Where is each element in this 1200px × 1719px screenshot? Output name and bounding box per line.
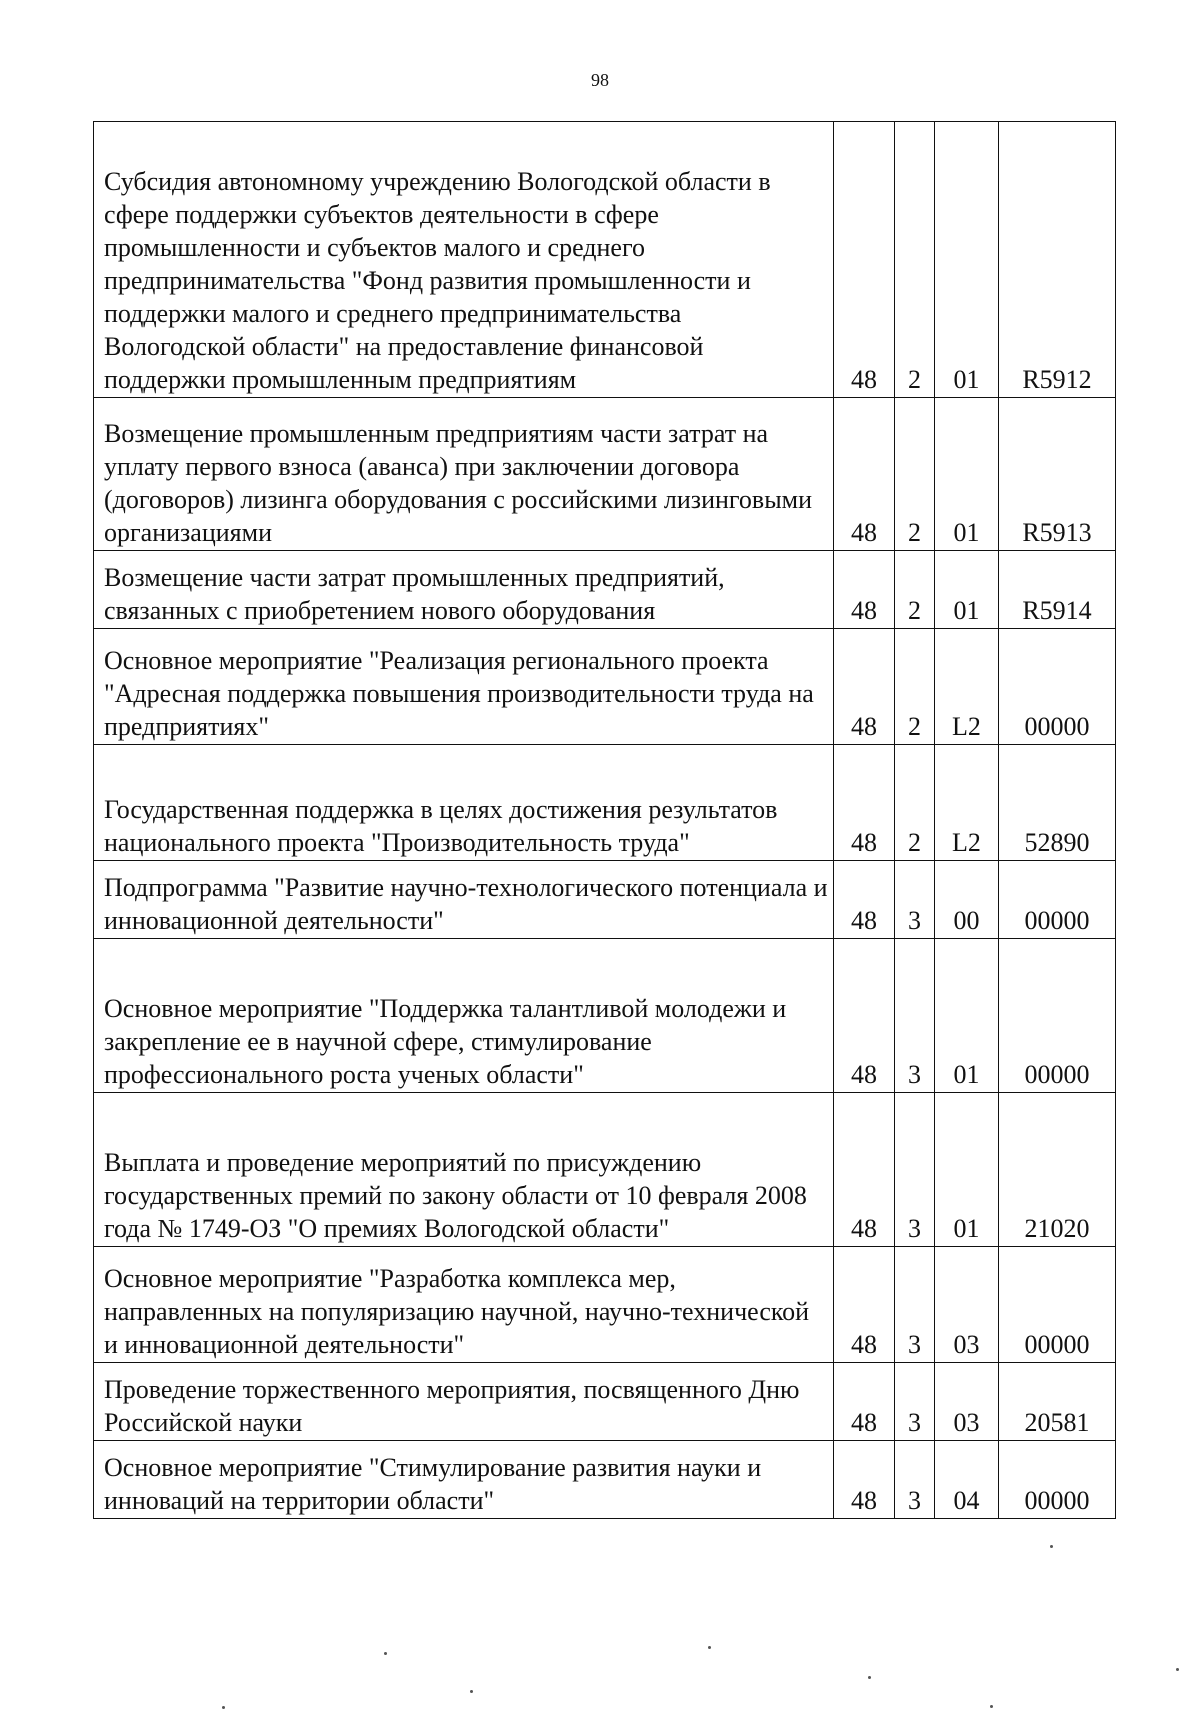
event-code: 04 bbox=[935, 1441, 999, 1519]
program-code: 48 bbox=[834, 1247, 895, 1363]
direction-code: 00000 bbox=[999, 861, 1116, 939]
row-name: Возмещение части затрат промышленных предприятий, связанных с приобретением нового оборудования bbox=[94, 551, 834, 629]
subprogram-code: 2 bbox=[895, 122, 935, 398]
scan-speck bbox=[384, 1652, 387, 1655]
subprogram-code: 2 bbox=[895, 745, 935, 861]
row-name: Субсидия автономному учреждению Вологодской области в сфере поддержки субъектов деятельности в сфере промышленности и субъектов малого и среднего предпринимательства "Фонд развития промышленности и поддержки малого и среднего предпринимательства Вологодской области" на предоставление финансовой поддержки промышленным предприятиям bbox=[94, 122, 834, 398]
table-row bbox=[94, 1093, 1116, 1247]
subprogram-code: 3 bbox=[895, 1441, 935, 1519]
program-code: 48 bbox=[834, 398, 895, 551]
direction-code: R5913 bbox=[999, 398, 1116, 551]
event-code: 01 bbox=[935, 398, 999, 551]
program-code: 48 bbox=[834, 745, 895, 861]
table-row bbox=[94, 1441, 1116, 1519]
event-code: 00 bbox=[935, 861, 999, 939]
subprogram-code: 3 bbox=[895, 1363, 935, 1441]
table-row bbox=[94, 629, 1116, 745]
subprogram-code: 3 bbox=[895, 1247, 935, 1363]
table-row bbox=[94, 398, 1116, 551]
direction-code: 20581 bbox=[999, 1363, 1116, 1441]
program-code: 48 bbox=[834, 1441, 895, 1519]
event-code: 01 bbox=[935, 551, 999, 629]
subprogram-code: 2 bbox=[895, 551, 935, 629]
direction-code: 00000 bbox=[999, 1441, 1116, 1519]
table-row bbox=[94, 745, 1116, 861]
program-code: 48 bbox=[834, 861, 895, 939]
direction-code: R5912 bbox=[999, 122, 1116, 398]
scan-speck bbox=[868, 1676, 871, 1679]
budget-classification-table bbox=[93, 121, 1116, 1519]
event-code: 03 bbox=[935, 1363, 999, 1441]
subprogram-code: 3 bbox=[895, 861, 935, 939]
table-row bbox=[94, 861, 1116, 939]
program-code: 48 bbox=[834, 551, 895, 629]
page-number: 98 bbox=[591, 70, 609, 90]
event-code: 01 bbox=[935, 122, 999, 398]
scan-speck bbox=[708, 1646, 711, 1649]
scan-speck bbox=[222, 1706, 225, 1709]
table-row bbox=[94, 1363, 1116, 1441]
row-name: Возмещение промышленным предприятиям части затрат на уплату первого взноса (аванса) при заключении договора (договоров) лизинга оборудования с российскими лизинговыми организациями bbox=[94, 398, 834, 551]
table-row bbox=[94, 939, 1116, 1093]
subprogram-code: 3 bbox=[895, 1093, 935, 1247]
direction-code: 52890 bbox=[999, 745, 1116, 861]
program-code: 48 bbox=[834, 1093, 895, 1247]
direction-code: R5914 bbox=[999, 551, 1116, 629]
table-row bbox=[94, 551, 1116, 629]
program-code: 48 bbox=[834, 122, 895, 398]
scan-speck bbox=[470, 1690, 473, 1693]
scan-speck bbox=[1050, 1545, 1053, 1548]
row-name: Основное мероприятие "Реализация регионального проекта "Адресная поддержка повышения производительности труда на предприятиях" bbox=[94, 629, 834, 745]
row-name: Подпрограмма "Развитие научно-технологического потенциала и инновационной деятельности" bbox=[94, 861, 834, 939]
row-name: Основное мероприятие "Разработка комплекса мер, направленных на популяризацию научной, научно-технической и инновационной деятельности" bbox=[94, 1247, 834, 1363]
program-code: 48 bbox=[834, 1363, 895, 1441]
program-code: 48 bbox=[834, 629, 895, 745]
direction-code: 21020 bbox=[999, 1093, 1116, 1247]
table-row bbox=[94, 1247, 1116, 1363]
event-code: L2 bbox=[935, 745, 999, 861]
event-code: 01 bbox=[935, 939, 999, 1093]
subprogram-code: 3 bbox=[895, 939, 935, 1093]
program-code: 48 bbox=[834, 939, 895, 1093]
direction-code: 00000 bbox=[999, 1247, 1116, 1363]
event-code: 01 bbox=[935, 1093, 999, 1247]
event-code: L2 bbox=[935, 629, 999, 745]
scan-speck bbox=[990, 1705, 993, 1708]
row-name: Проведение торжественного мероприятия, посвященного Дню Российской науки bbox=[94, 1363, 834, 1441]
subprogram-code: 2 bbox=[895, 629, 935, 745]
row-name: Государственная поддержка в целях достижения результатов национального проекта "Производительность труда" bbox=[94, 745, 834, 861]
row-name: Основное мероприятие "Поддержка талантливой молодежи и закрепление ее в научной сфере, стимулирование профессионального роста ученых области" bbox=[94, 939, 834, 1093]
row-name: Выплата и проведение мероприятий по присуждению государственных премий по закону области от 10 февраля 2008 года № 1749-ОЗ "О премиях Вологодской области" bbox=[94, 1093, 834, 1247]
direction-code: 00000 bbox=[999, 629, 1116, 745]
row-name: Основное мероприятие "Стимулирование развития науки и инноваций на территории области" bbox=[94, 1441, 834, 1519]
event-code: 03 bbox=[935, 1247, 999, 1363]
subprogram-code: 2 bbox=[895, 398, 935, 551]
table-row bbox=[94, 122, 1116, 398]
direction-code: 00000 bbox=[999, 939, 1116, 1093]
scan-speck bbox=[1176, 1668, 1179, 1671]
